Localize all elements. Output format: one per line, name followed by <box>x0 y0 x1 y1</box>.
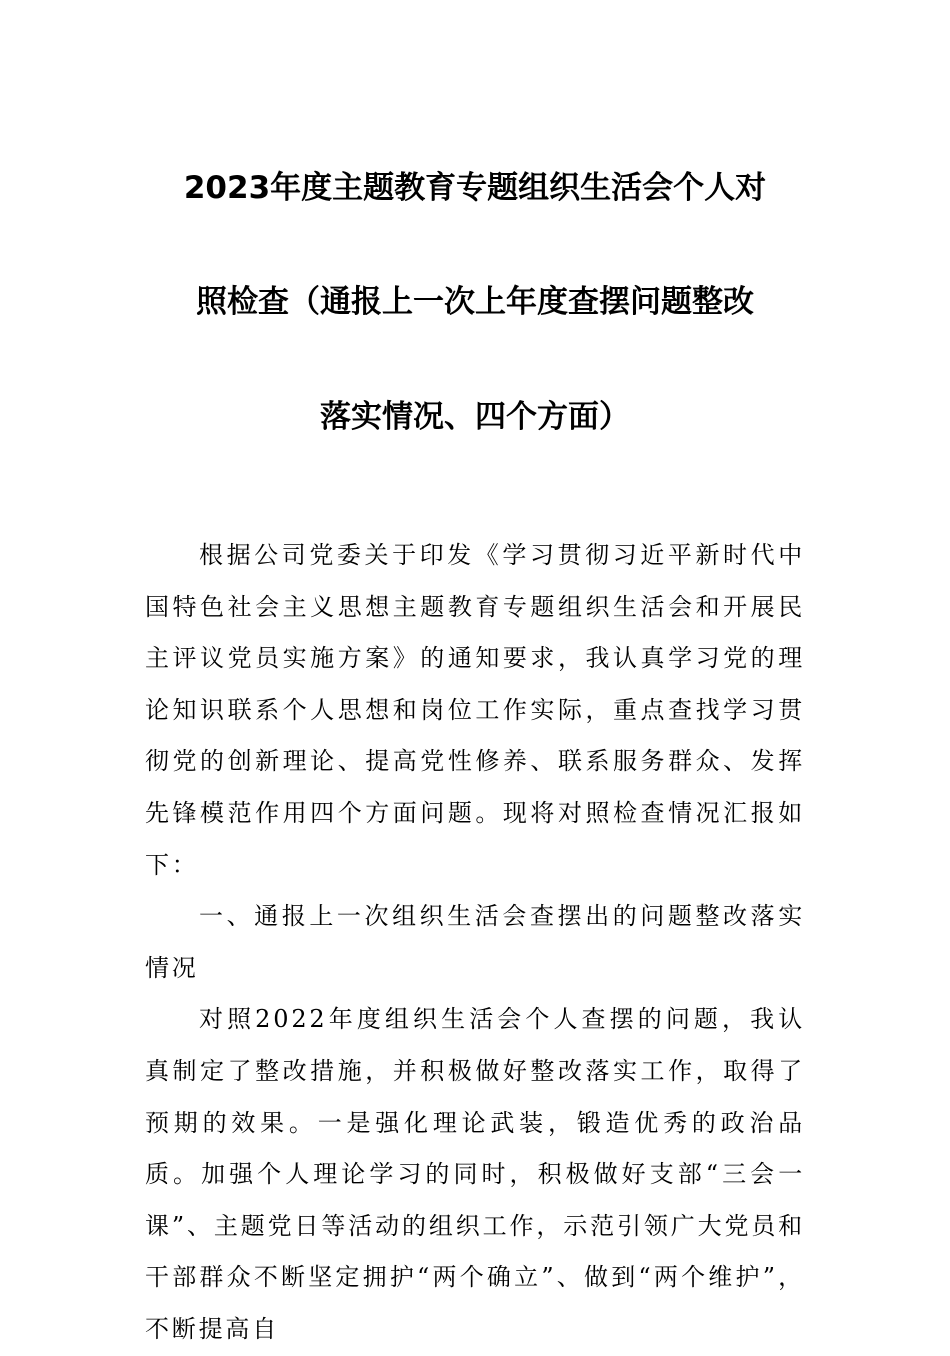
section-heading-1: 一、通报上一次组织生活会查摆出的问题整改落实情况 <box>145 902 805 982</box>
intro-paragraph: 根据公司党委关于印发《学习贯彻习近平新时代中国特色社会主义思想主题教育专题组织生活会和开展民主评议党员实施方案》的通知要求，我认真学习党的理论知识联系个人思想和岗位工作实际，重点查找学习贯彻党的创新理论、提高党性修养、联系服务群众、发挥先锋模范作用四个方面问题。现将对照检查情况汇报如下： <box>145 541 805 879</box>
document-body <box>145 530 805 1356</box>
title-line-1: 2023年度主题教育专题组织生活会个人对 <box>183 170 767 206</box>
title-line-2: 照检查（通报上一次上年度查摆问题整改 <box>196 284 754 320</box>
document-title <box>140 155 810 450</box>
title-line-3: 落实情况、四个方面） <box>320 399 630 435</box>
rectification-paragraph: 对照2022年度组织生活会个人查摆的问题，我认真制定了整改措施，并积极做好整改落实工作，取得了预期的效果。一是强化理论武装，锻造优秀的政治品质。加强个人理论学习的同时，积极做好支部“三会一课”、主题党日等活动的组织工作，示范引领广大党员和干部群众不断坚定拥护“两个确立”、做到“两个维护”，不断提高自 <box>145 1005 805 1343</box>
